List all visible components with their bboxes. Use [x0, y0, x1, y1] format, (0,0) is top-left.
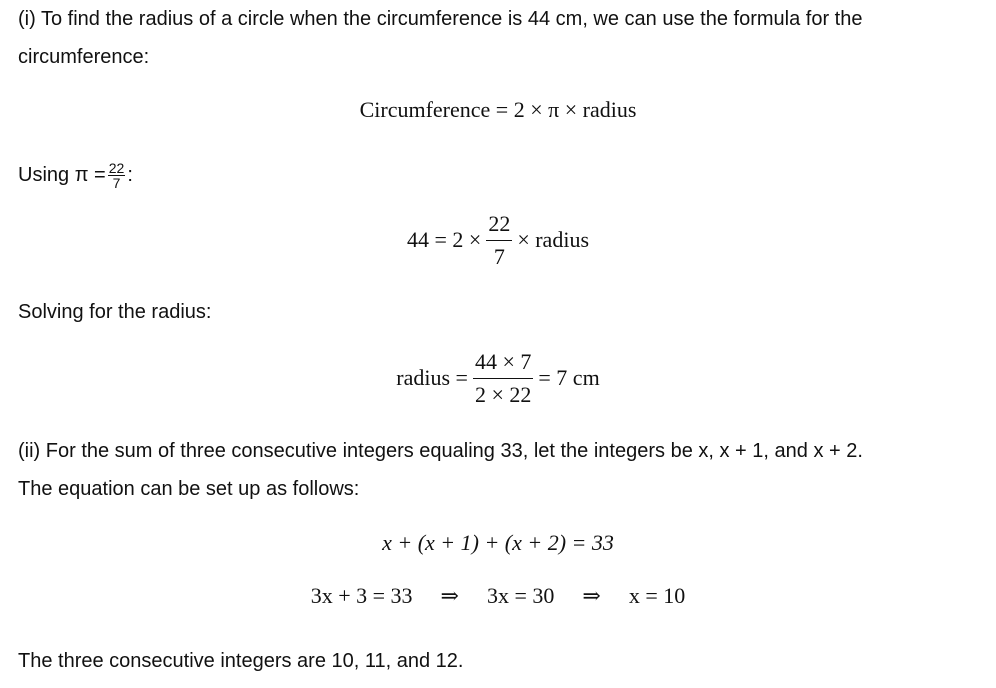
solution-steps	[0, 578, 996, 614]
radius-equation-left: radius =	[396, 365, 468, 390]
part2-intro-line2: The equation can be set up as follows:	[18, 478, 360, 500]
sum-equation-text: x + (x + 1) + (x + 2) = 33	[382, 530, 614, 555]
implies-arrow-1: ⇒	[440, 583, 459, 608]
radius-equation	[0, 346, 996, 410]
radius-equation-right: = 7 cm	[538, 365, 600, 390]
radius-equation-numerator: 44 × 7	[473, 348, 533, 379]
pi-numerator: 22	[108, 159, 125, 176]
equation-44-numerator: 22	[486, 210, 512, 241]
using-pi-line	[18, 156, 133, 194]
pi-fraction	[108, 161, 126, 190]
sum-equation	[0, 525, 996, 561]
using-pi-label: Using π =	[18, 164, 106, 186]
circumference-formula	[0, 92, 996, 128]
circumference-formula-text: Circumference = 2 × π × radius	[359, 97, 637, 122]
implies-arrow-2: ⇒	[582, 583, 601, 608]
part2-intro-line1: (ii) For the sum of three consecutive integers equaling 33, let the integers be x, x + 1, and x + 2.	[18, 440, 863, 462]
radius-equation-fraction	[473, 348, 533, 409]
equation-44-fraction	[486, 210, 512, 271]
conclusion: The three consecutive integers are 10, 11, and 12.	[18, 650, 464, 672]
equation-44-right: × radius	[517, 227, 589, 252]
step-3: x = 10	[628, 583, 686, 608]
using-pi-colon: :	[127, 164, 133, 186]
step-1: 3x + 3 = 33	[310, 583, 413, 608]
solving-label: Solving for the radius:	[18, 301, 212, 323]
radius-equation-denominator: 2 × 22	[474, 381, 532, 407]
part1-intro-line1: (i) To find the radius of a circle when the circumference is 44 cm, we can use the formula for the	[18, 8, 863, 30]
equation-44-denominator: 7	[493, 243, 505, 269]
equation-44-left: 44 = 2 ×	[407, 227, 482, 252]
pi-denominator: 7	[112, 174, 121, 191]
step-2: 3x = 30	[486, 583, 555, 608]
equation-44	[0, 208, 996, 272]
part1-intro-line2: circumference:	[18, 46, 150, 68]
